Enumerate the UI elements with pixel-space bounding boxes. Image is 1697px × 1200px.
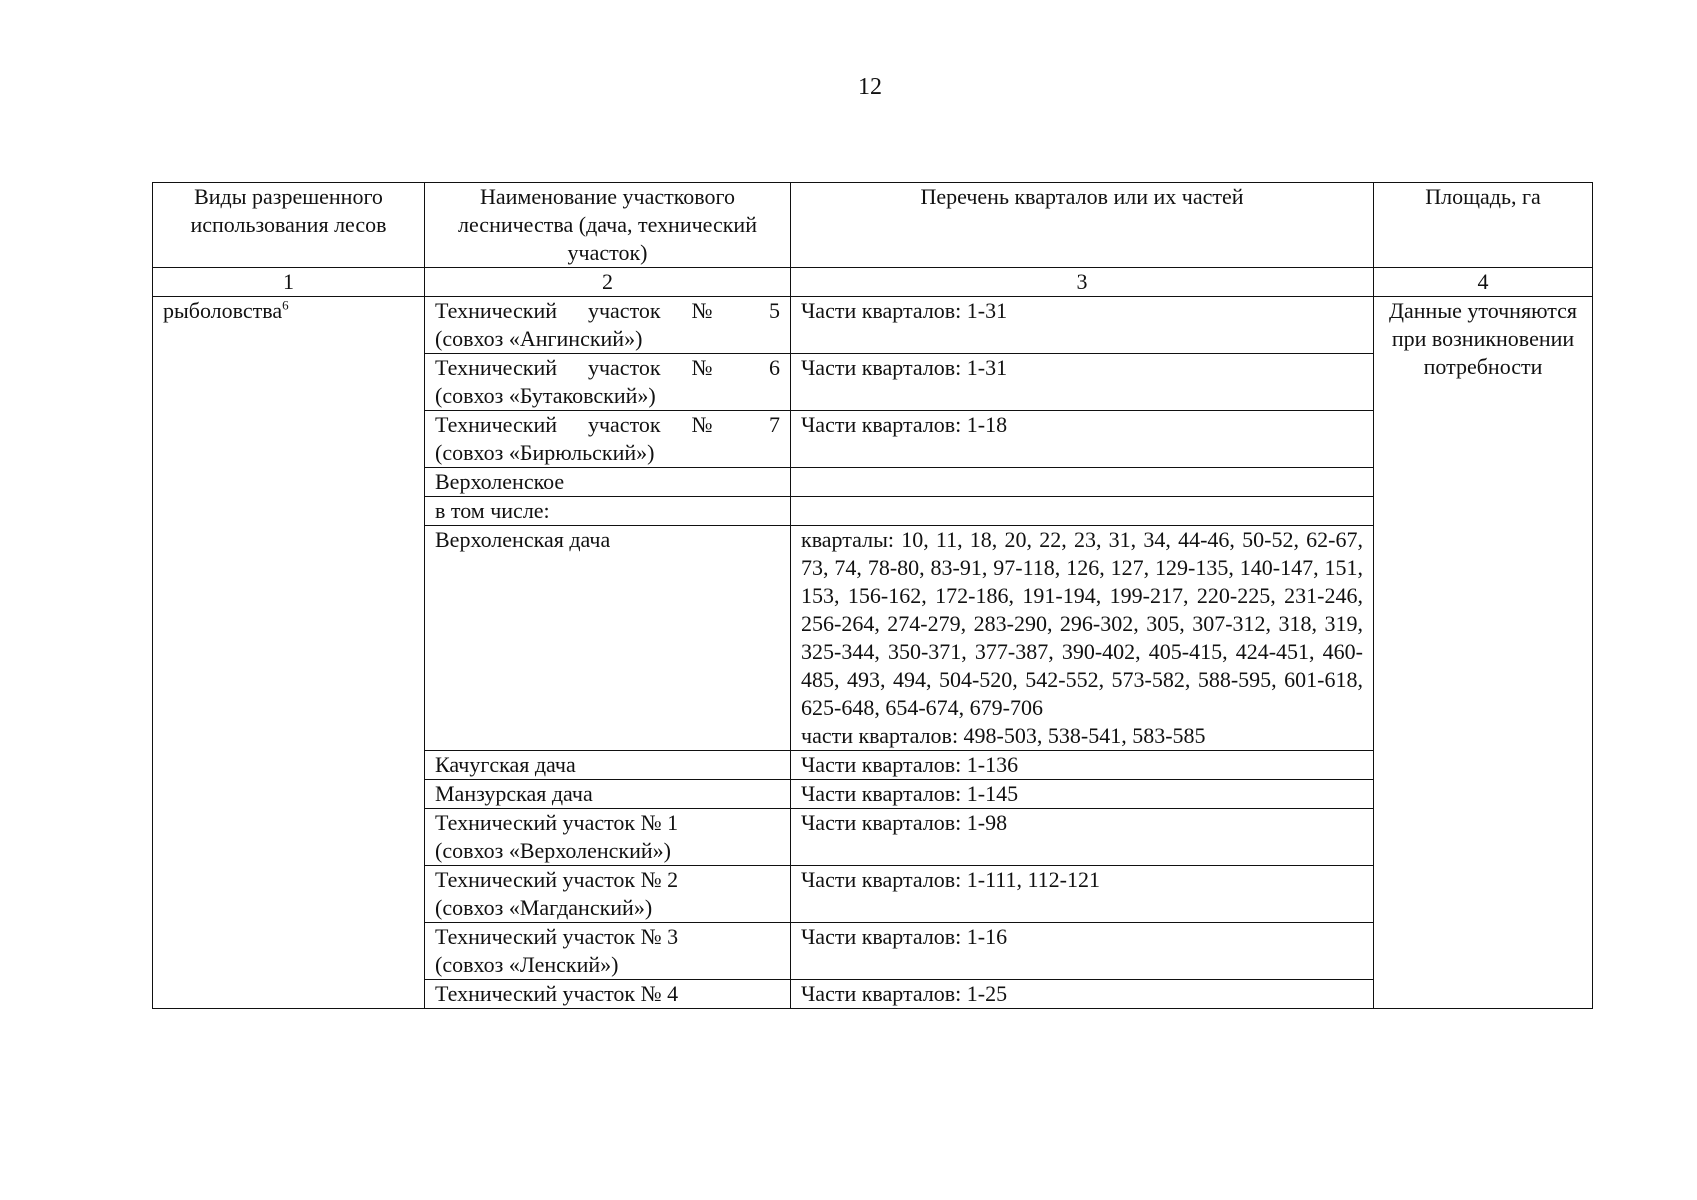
usage-type-cell <box>153 297 425 1009</box>
page-number: 12 <box>858 74 882 100</box>
quarters-list: кварталы: 10, 11, 18, 20, 22, 23, 31, 34, 44-46, 50-52, 62-67, 73, 74, 78-80, 83-91, 97-118, 126, 127, 129-135, 140-147, 151, 153, 156-162, 172-186, 191-194, 199-217, 220-225, 231-246, 256-264, 274-279, 283-290, 296-302, 305, 307-312, 318, 319, 325-344, 350-371, 377-387, 390-402, 405-415, 424-451, 460-485, 493, 494, 504-520, 542-552, 573-582, 588-595, 601-618, 625-648, 654-674, 679-706 <box>801 527 1363 720</box>
forestry-name-cell <box>425 354 791 411</box>
quarters-cell: Части кварталов: 1-31 <box>791 354 1374 411</box>
forestry-name-line: (совхоз «Магданский») <box>435 895 653 920</box>
footnote-marker: 6 <box>282 297 289 313</box>
column-number: 1 <box>153 268 425 297</box>
forestry-name-cell: Качугская дача <box>425 751 791 780</box>
quarters-cell: Части кварталов: 1-136 <box>791 751 1374 780</box>
forestry-name-cell <box>425 866 791 923</box>
quarters-cell: Части кварталов: 1-16 <box>791 923 1374 980</box>
header-row <box>153 183 1593 268</box>
forestry-name-line: (совхоз «Бирюльский») <box>435 440 655 465</box>
area-cell: Данные уточняются при возникновении потребности <box>1374 297 1593 1009</box>
column-number: 3 <box>791 268 1374 297</box>
quarters-cell <box>791 526 1374 751</box>
forestry-name-line: Технический участок № 3 <box>435 924 679 949</box>
table-row <box>153 297 1593 354</box>
forestry-name-line: (совхоз «Бутаковский») <box>435 383 656 408</box>
forestry-name-line: Технический участок № 1 <box>435 810 679 835</box>
forestry-name-line: Технический участок № 5 <box>435 298 780 323</box>
header-quarters-list: Перечень кварталов или их частей <box>791 183 1374 268</box>
quarters-cell <box>791 497 1374 526</box>
forestry-name-line: Технический участок № 7 <box>435 412 780 437</box>
header-area: Площадь, га <box>1374 183 1593 268</box>
forestry-name-line: Технический участок № 2 <box>435 867 679 892</box>
column-number: 4 <box>1374 268 1593 297</box>
forestry-name-cell <box>425 297 791 354</box>
quarters-cell: Части кварталов: 1-25 <box>791 980 1374 1009</box>
quarter-parts: части кварталов: 498-503, 538-541, 583-585 <box>801 723 1206 748</box>
quarters-cell: Части кварталов: 1-98 <box>791 809 1374 866</box>
quarters-cell <box>791 468 1374 497</box>
header-forestry-name: Наименование участкового лесничества (дача, технический участок) <box>425 183 791 268</box>
forestry-name-cell: Верхоленское <box>425 468 791 497</box>
forestry-name-line: (совхоз «Ленский») <box>435 952 619 977</box>
header-usage-type: Виды разрешенного использования лесов <box>153 183 425 268</box>
forestry-name-cell: Технический участок № 4 <box>425 980 791 1009</box>
forestry-name-cell <box>425 923 791 980</box>
forest-usage-table <box>152 182 1593 1009</box>
quarters-cell: Части кварталов: 1-18 <box>791 411 1374 468</box>
forestry-name-line: (совхоз «Верхоленский») <box>435 838 671 863</box>
forestry-name-line: (совхоз «Ангинский») <box>435 326 643 351</box>
quarters-cell: Части кварталов: 1-145 <box>791 780 1374 809</box>
forestry-name-cell <box>425 411 791 468</box>
forestry-name-line: Технический участок № 6 <box>435 355 780 380</box>
quarters-cell: Части кварталов: 1-31 <box>791 297 1374 354</box>
usage-type-text: рыболовства <box>163 298 283 323</box>
forestry-name-cell <box>425 809 791 866</box>
forestry-name-cell: Верхоленская дача <box>425 526 791 751</box>
quarters-cell: Части кварталов: 1-111, 112-121 <box>791 866 1374 923</box>
forestry-name-cell: Манзурская дача <box>425 780 791 809</box>
column-number-row <box>153 268 1593 297</box>
forestry-name-cell: в том числе: <box>425 497 791 526</box>
column-number: 2 <box>425 268 791 297</box>
